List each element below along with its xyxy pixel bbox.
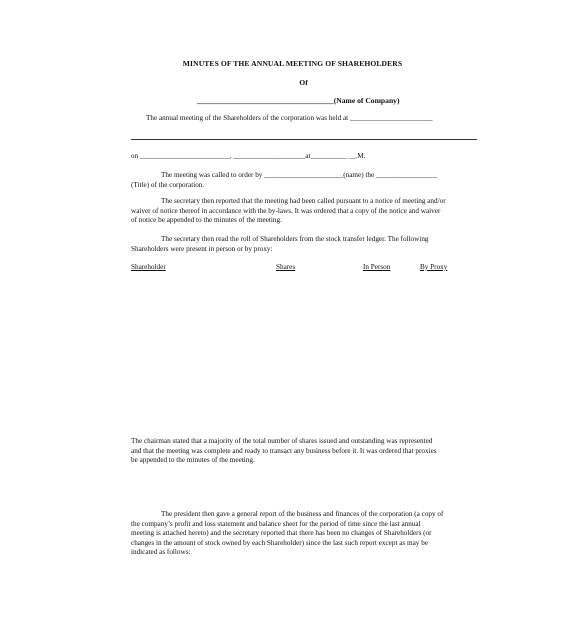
company-name-line: ____________________________________(Name of Company) xyxy=(197,96,400,105)
chairman-paragraph xyxy=(131,437,481,466)
called-line-2: (Title) of the corporation. xyxy=(131,180,205,189)
column-header-shareholder: Shareholder xyxy=(131,263,166,271)
president-line-5: indicated as follows: xyxy=(131,548,191,557)
secretary-line-3: of notice be appended to the minutes of the meeting. xyxy=(131,216,282,225)
secretary-line-2: waiver of notice thereof in accordance with the by-laws. It was ordered that a copy of the notice and waiver xyxy=(131,206,441,215)
called-line-1: The meeting was called to order by ______________________(name) the _________________ xyxy=(161,171,438,179)
column-header-by-proxy: By Proxy xyxy=(420,263,448,271)
chairman-line-2: and that the meeting was complete and ready to transact any business before it. It was ordered that proxies xyxy=(131,446,437,455)
president-line-3: meeting is attached hereto) and the secretary reported that there has been no changes of Shareholders (or xyxy=(131,529,432,538)
meeting-date-line: on _________________________, ____________________at__________ __.M. xyxy=(131,152,366,160)
president-line-4: changes in the amount of stock owned by each Shareholder) since the last such report except as may be xyxy=(131,538,428,547)
secretary-notice-paragraph xyxy=(131,197,481,226)
secretary-line-1: The secretary then reported that the meeting had been called pursuant to a notice of meeting and/or xyxy=(161,197,446,205)
roll-line-2: Shareholders were present in person or by proxy: xyxy=(131,244,273,253)
called-to-order-paragraph xyxy=(131,171,481,190)
roll-call-paragraph xyxy=(131,235,481,254)
president-line-1: The president then gave a general report of the business and finances of the corporation (a copy of xyxy=(161,510,444,518)
roll-line-1: The secretary then read the roll of Shareholders from the stock transfer ledger. The following xyxy=(161,235,429,243)
document-title: MINUTES OF THE ANNUAL MEETING OF SHAREHOLDERS xyxy=(182,59,403,68)
blank-rule-line xyxy=(131,139,477,140)
column-header-shares: Shares xyxy=(276,263,296,271)
chairman-line-3: be appended to the minutes of the meeting. xyxy=(131,456,255,465)
column-header-in-person: In Person xyxy=(363,263,391,271)
president-line-2: the company’s profit and loss statement and balance sheet for the period of time since the last annual xyxy=(131,519,421,528)
chairman-line-1: The chairman stated that a majority of the total number of shares issued and outstanding was represented xyxy=(131,437,433,445)
meeting-location-line: The annual meeting of the Shareholders of the corporation was held at _______________________ xyxy=(146,114,433,122)
of-label: Of xyxy=(299,78,308,87)
president-report-paragraph xyxy=(131,510,481,558)
